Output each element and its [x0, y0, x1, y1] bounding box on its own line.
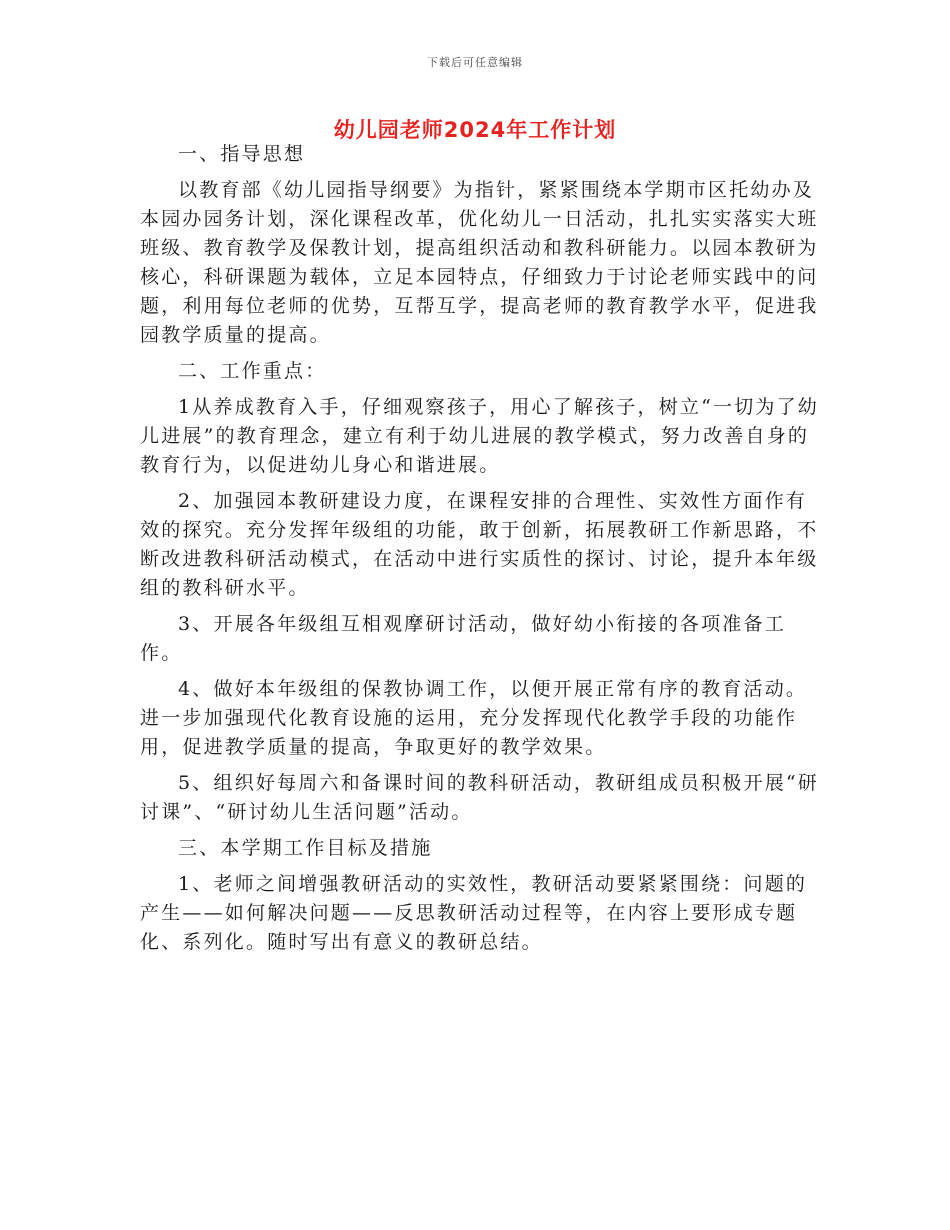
header-note: 下载后可任意编辑: [427, 56, 523, 69]
document-title: 幼儿园老师2024年工作计划: [333, 118, 617, 142]
section-heading-goals-measures: 三、本学期工作目标及措施: [178, 837, 433, 859]
paragraph-focus-4: 4、做好本年级组的保教协调工作，以便开展正常有序的教育活动。进一步加强现代化教育设施的运用，充分发挥现代化教学手段的功能作用，促进教学质量的提高，争取更好的教学效果。: [140, 678, 808, 758]
document-body: [140, 140, 820, 964]
paragraph-focus-5: 5、组织好每周六和备课时间的教科研活动，教研组成员积极开展“研讨课”、“研讨幼儿生活问题”活动。: [140, 772, 820, 823]
paragraph-focus-1: 1从养成教育入手，仔细观察孩子，用心了解孩子，树立“一切为了幼儿进展”的教育理念，建立有利于幼儿进展的教学模式，努力改善自身的教育行为，以促进幼儿身心和谐进展。: [140, 396, 820, 476]
section-heading-guiding-ideology: 一、指导思想: [178, 143, 306, 165]
paragraph-focus-2: 2、加强园本教研建设力度，在课程安排的合理性、实效性方面作有效的探究。充分发挥年级组的功能，敢于创新，拓展教研工作新思路，不断改进教科研活动模式，在活动中进行实质性的探讨、讨论，提升本年级组的教科研水平。: [140, 490, 819, 599]
paragraph-goal-1: 1、老师之间增强教研活动的实效性，教研活动要紧紧围绕：问题的产生——如何解决问题——反思教研活动过程等，在内容上要形成专题化、系列化。随时写出有意义的教研总结。: [140, 873, 808, 953]
section-heading-work-focus: 二、工作重点：: [178, 360, 327, 382]
paragraph-guiding-ideology: 以教育部《幼儿园指导纲要》为指针，紧紧围绕本学期市区托幼办及本园办园务计划，深化课程改革，优化幼儿一日活动，扎扎实实落实大班班级、教育教学及保教计划，提高组织活动和教科研能力。以园本教研为核心，科研课题为载体，立足本园特点，仔细致力于讨论老师实践中的问题，利用每位老师的优势，互帮互学，提高老师的教育教学水平，促进我园教学质量的提高。: [140, 179, 819, 346]
paragraph-focus-3: 3、开展各年级组互相观摩研讨活动，做好幼小衔接的各项准备工作。: [140, 613, 786, 664]
